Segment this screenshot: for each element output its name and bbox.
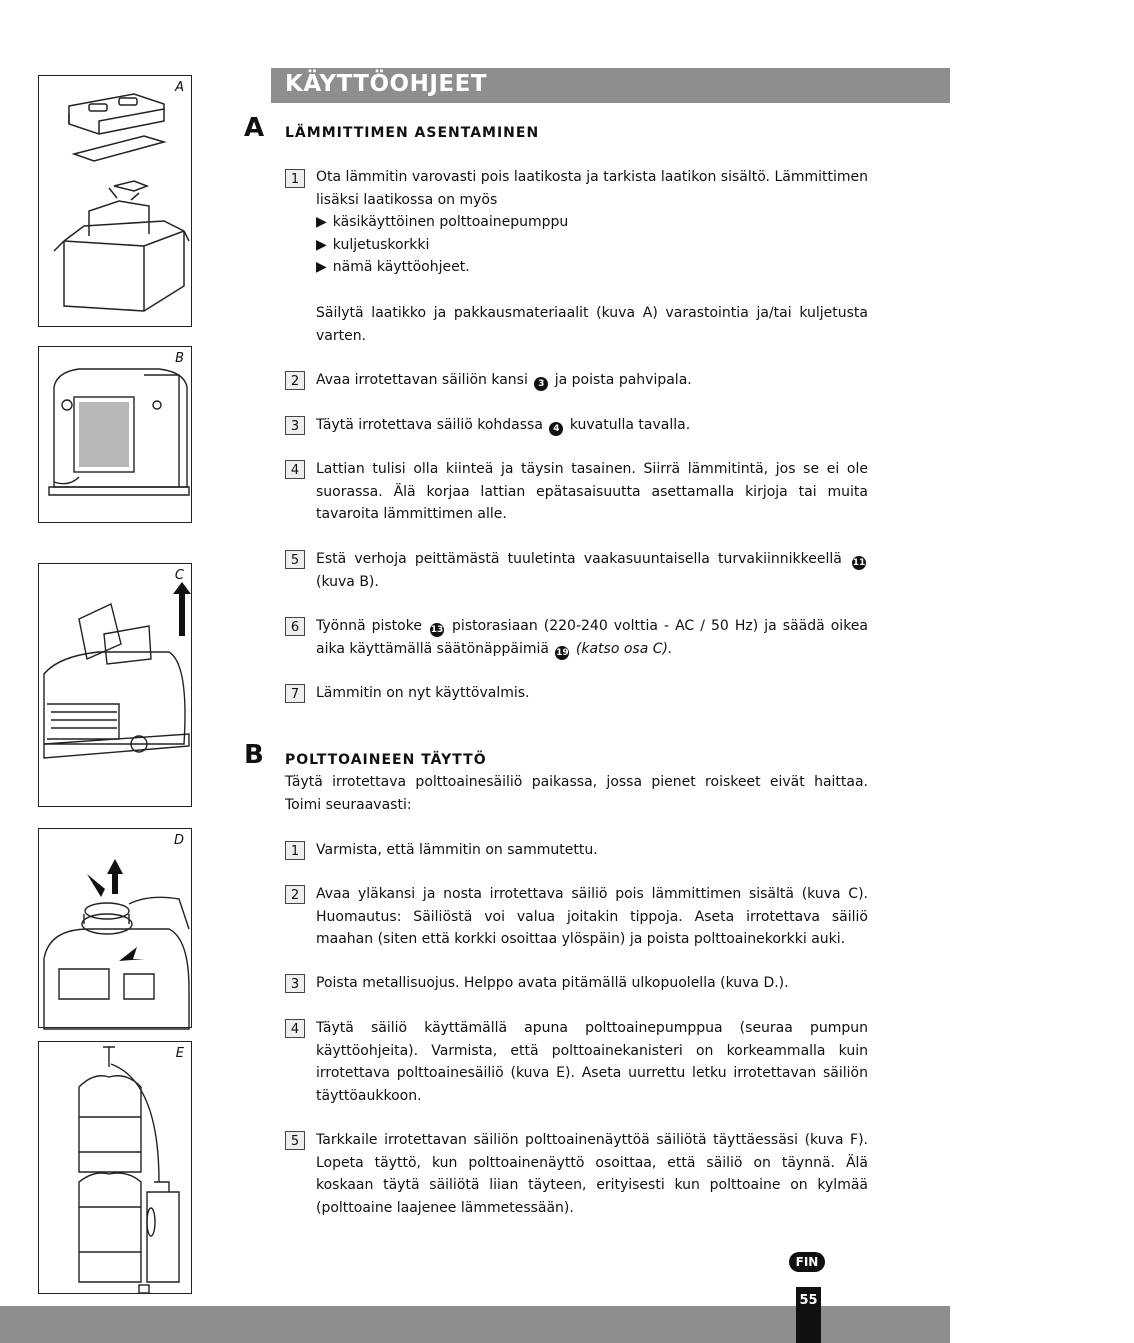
step-a7-number: 7 [285, 684, 305, 703]
step-a2-number: 2 [285, 371, 305, 390]
page-title: KÄYTTÖOHJEET [285, 71, 488, 97]
section-b-intro: Täytä irrotettava polttoainesäiliö paikassa, jossa pienet roiskeet eivät haittaa. Toimi seuraavasti: [285, 774, 868, 813]
part-number-icon: 13 [430, 623, 444, 637]
box-unpacking-illustration [39, 76, 193, 328]
step-a4-text: Lattian tulisi olla kiinteä ja täysin tasainen. Siirrä lämmitintä, jos se ei ole suorassa. Älä korjaa lattian epätasaisuutta asettamalla kirjoja tai muita tavaroita lämmittimen alle. [316, 461, 868, 522]
fuel-pump-illustration [39, 1042, 193, 1295]
page-number: 55 [796, 1287, 821, 1343]
figure-a [38, 75, 192, 327]
step-a6-text [316, 615, 868, 660]
bullet-item [316, 234, 868, 257]
step-a4-number: 4 [285, 460, 305, 479]
section-b-title: POLTTOAINEEN TÄYTTÖ [285, 752, 487, 768]
section-b-letter: B [244, 740, 264, 770]
step-a3-number: 3 [285, 416, 305, 435]
step-b5-number: 5 [285, 1131, 305, 1150]
language-badge: FIN [789, 1252, 825, 1272]
figure-b [38, 346, 192, 523]
step-a5-post: (kuva B). [316, 573, 379, 590]
step-a1-body: Ota lämmitin varovasti pois laatikosta ja tarkista laatikon sisältö. Lämmittimen lisäksi laatikossa on myös [316, 169, 868, 208]
step-b4-number: 4 [285, 1019, 305, 1038]
tank-removal-illustration [39, 564, 193, 808]
step-a2-pre: Avaa irrotettavan säiliön kansi [316, 372, 528, 388]
step-b5-text: Tarkkaile irrotettavan säiliön polttoainenäyttöä säiliötä täyttäessäsi (kuva F). Lopeta täyttö, kun polttoainenäyttö osoittaa, että säiliö on täynnä. Älä koskaan täytä säiliötä liian täyteen, erityisesti kun polttoaine on kylmää (polttoaine laajenee lämmetessään). [316, 1132, 868, 1216]
header-bar [271, 68, 1134, 103]
figure-d [38, 828, 192, 1028]
step-a2-text [316, 369, 868, 392]
step-b2-number: 2 [285, 885, 305, 904]
figure-d-label: D [173, 833, 184, 848]
part-number-icon: 11 [852, 556, 866, 570]
bullet-label: käsikäyttöinen polttoainepumppu [332, 214, 569, 230]
step-b3-number: 3 [285, 974, 305, 993]
part-number-icon: 19 [555, 646, 569, 660]
step-b2-text: Avaa yläkansi ja nosta irrotettava säiliö pois lämmittimen sisältä (kuva C). Huomautus: Säiliöstä voi valua joitakin tippoja. Aseta irrotettava säiliö maahan (siten että korkki osoittaa ylöspäin) ja poista polttoainekorkki auki. [316, 886, 868, 947]
bullet-arrow-icon: ▶ [316, 236, 327, 253]
bullet-arrow-icon: ▶ [316, 214, 327, 230]
step-a5-number: 5 [285, 550, 305, 569]
step-a3-post: kuvatulla tavalla. [569, 417, 691, 433]
step-a7-text: Lämmitin on nyt käyttövalmis. [316, 685, 530, 701]
part-number-icon: 4 [549, 422, 563, 436]
heater-rear-illustration [39, 347, 193, 524]
step-a3-pre: Täytä irrotettava säiliö kohdassa [316, 417, 543, 433]
figure-e [38, 1041, 192, 1294]
bullet-label: kuljetuskorkki [332, 236, 430, 253]
step-b3-text: Poista metallisuojus. Helppo avata pitämällä ulkopuolella (kuva D.). [316, 975, 789, 991]
section-a-letter: A [244, 113, 265, 143]
bullet-arrow-icon: ▶ [316, 259, 327, 275]
bullet-label: nämä käyttöohjeet. [332, 259, 470, 275]
step-a6-pre: Työnnä pistoke [316, 618, 422, 634]
step-a5-pre: Estä verhoja peittämästä tuuletinta vaakasuuntaisella turvakiinnikkeellä [316, 551, 842, 567]
figure-b-label: B [175, 351, 184, 366]
figure-c [38, 563, 192, 807]
step-a6-mid: pistorasiaan (220-240 volttia - AC / 50 Hz) ja säädä oikea aika käyttämällä säätönäppäimiä [316, 618, 868, 657]
step-b1-number: 1 [285, 841, 305, 860]
step-a2-post: ja poista pahvipala. [554, 372, 692, 388]
step-a1-number: 1 [285, 169, 305, 188]
step-a6-post: (katso osa C). [575, 640, 673, 657]
step-a6-number: 6 [285, 617, 305, 636]
figure-c-label: C [174, 568, 184, 583]
figure-e-label: E [175, 1046, 184, 1061]
step-b4-text: Täytä säiliö käyttämällä apuna polttoainepumppua (seuraa pumpun käyttöohjeita). Varmista, että polttoainekanisteri on korkeammalla kuin irrotettava polttoainesäiliö (kuva E). Aseta uurrettu letku irrotettavan säiliön täyttöaukkoon. [316, 1020, 868, 1104]
cap-removal-illustration [39, 829, 193, 1029]
header-arrows-icon: ►►►►►► [991, 74, 1134, 90]
section-a-title: LÄMMITTIMEN ASENTAMINEN [285, 125, 540, 141]
step-b1-text: Varmista, että lämmitin on sammutettu. [316, 842, 598, 858]
bullet-item [316, 211, 868, 234]
step-a1-extra: Säilytä laatikko ja pakkausmateriaalit (kuva A) varastointia ja/tai kuljetusta varten. [316, 305, 868, 344]
step-a3-text [316, 414, 868, 437]
figure-a-label: A [175, 80, 184, 95]
step-a5-text [316, 548, 868, 593]
step-a1-text [316, 166, 868, 279]
bullet-item [316, 256, 868, 279]
part-number-icon: 3 [534, 377, 548, 391]
